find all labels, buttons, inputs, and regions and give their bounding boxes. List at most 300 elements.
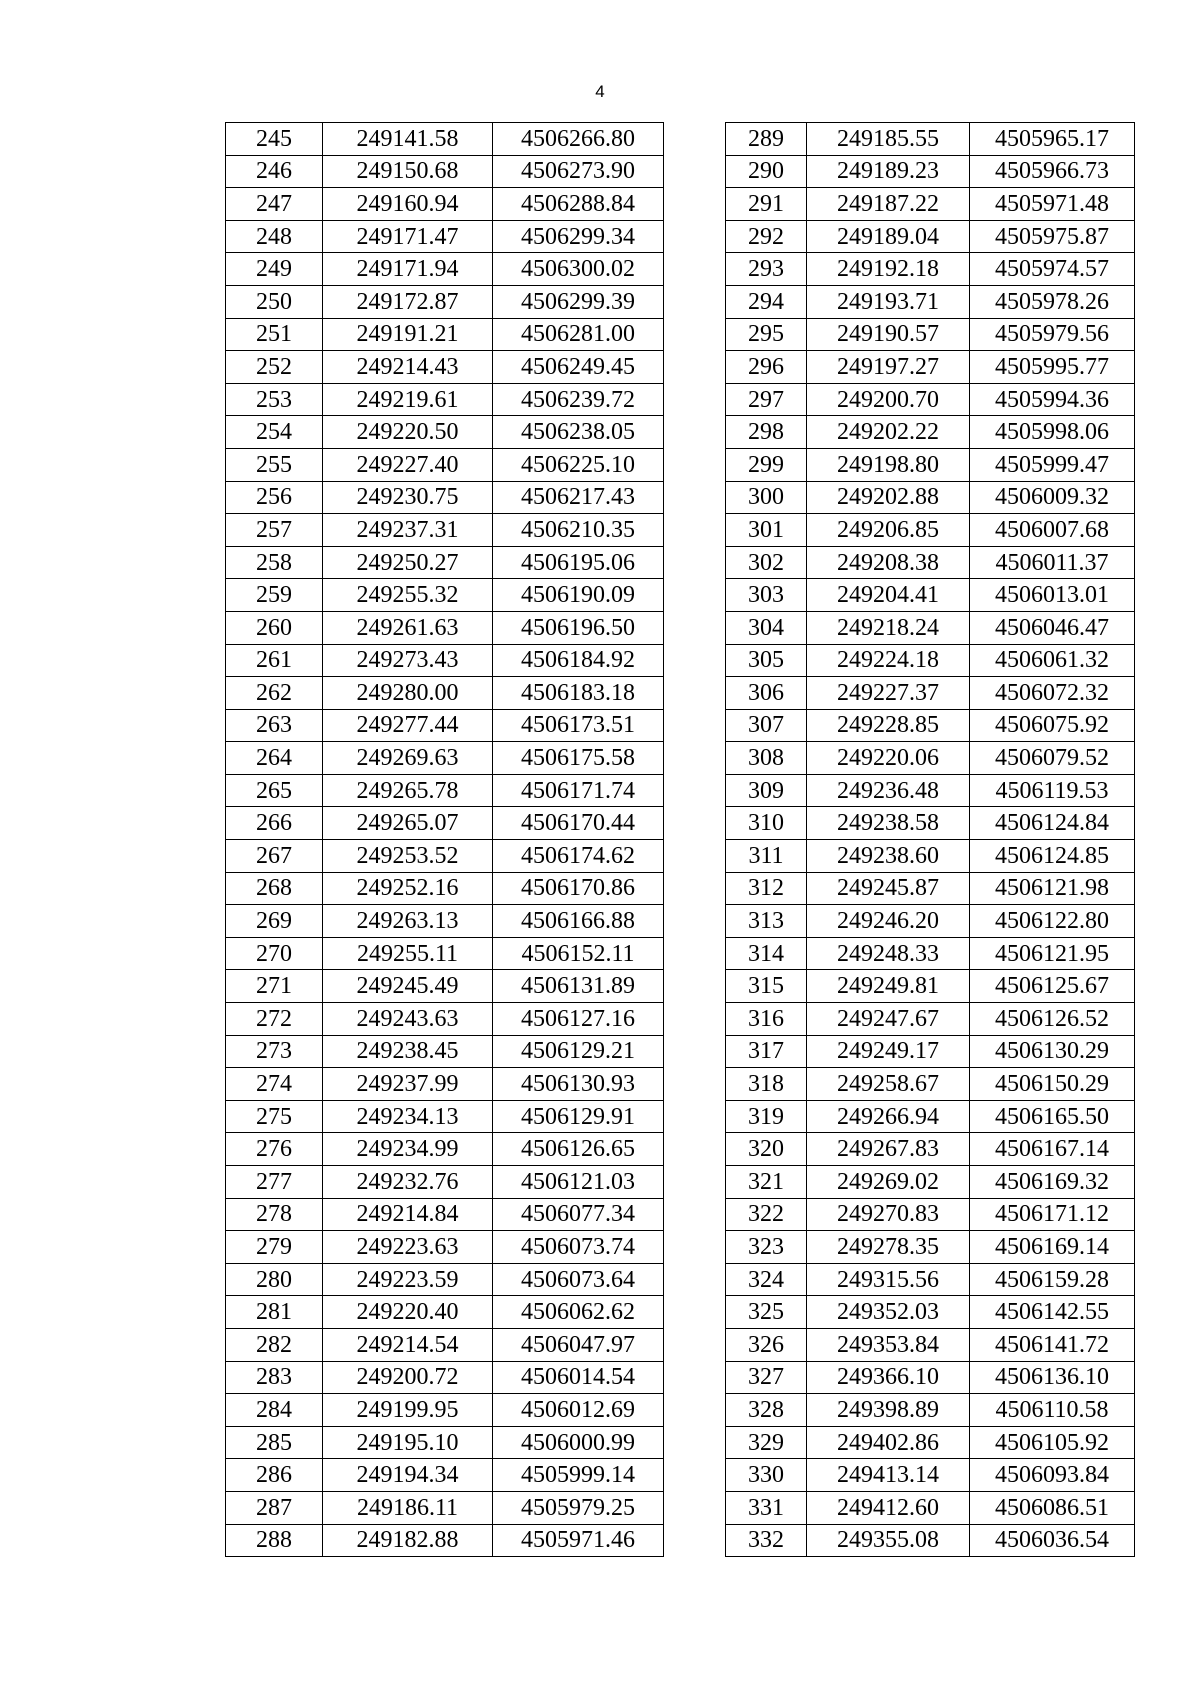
y-coordinate-cell: 4506126.52 bbox=[970, 1003, 1135, 1036]
table-row bbox=[226, 970, 664, 1003]
table-row bbox=[726, 1296, 1135, 1329]
table-row bbox=[726, 1524, 1135, 1557]
x-coordinate-cell: 249220.50 bbox=[323, 416, 493, 449]
point-number-cell: 296 bbox=[726, 351, 807, 384]
x-coordinate-cell: 249171.47 bbox=[323, 220, 493, 253]
y-coordinate-cell: 4505965.17 bbox=[970, 123, 1135, 156]
y-coordinate-cell: 4506225.10 bbox=[493, 448, 664, 481]
x-coordinate-cell: 249249.17 bbox=[807, 1035, 970, 1068]
table-row bbox=[726, 1459, 1135, 1492]
point-number-cell: 301 bbox=[726, 514, 807, 547]
x-coordinate-cell: 249243.63 bbox=[323, 1003, 493, 1036]
y-coordinate-cell: 4506300.02 bbox=[493, 253, 664, 286]
point-number-cell: 248 bbox=[226, 220, 323, 253]
table-row bbox=[726, 742, 1135, 775]
point-number-cell: 300 bbox=[726, 481, 807, 514]
point-number-cell: 307 bbox=[726, 709, 807, 742]
x-coordinate-cell: 249261.63 bbox=[323, 611, 493, 644]
table-row bbox=[226, 742, 664, 775]
point-number-cell: 319 bbox=[726, 1100, 807, 1133]
x-coordinate-cell: 249238.58 bbox=[807, 807, 970, 840]
y-coordinate-cell: 4506086.51 bbox=[970, 1491, 1135, 1524]
x-coordinate-cell: 249195.10 bbox=[323, 1426, 493, 1459]
point-number-cell: 269 bbox=[226, 905, 323, 938]
table-row bbox=[726, 220, 1135, 253]
table-row bbox=[726, 677, 1135, 710]
x-coordinate-cell: 249171.94 bbox=[323, 253, 493, 286]
x-coordinate-cell: 249202.88 bbox=[807, 481, 970, 514]
table-row bbox=[226, 611, 664, 644]
y-coordinate-cell: 4506075.92 bbox=[970, 709, 1135, 742]
y-coordinate-cell: 4506159.28 bbox=[970, 1263, 1135, 1296]
table-row bbox=[726, 514, 1135, 547]
point-number-cell: 271 bbox=[226, 970, 323, 1003]
x-coordinate-cell: 249234.99 bbox=[323, 1133, 493, 1166]
point-number-cell: 290 bbox=[726, 155, 807, 188]
table-row bbox=[726, 840, 1135, 873]
table-row bbox=[226, 1003, 664, 1036]
x-coordinate-cell: 249160.94 bbox=[323, 188, 493, 221]
point-number-cell: 247 bbox=[226, 188, 323, 221]
x-coordinate-cell: 249402.86 bbox=[807, 1426, 970, 1459]
table-row bbox=[226, 253, 664, 286]
table-row bbox=[726, 123, 1135, 156]
y-coordinate-cell: 4506131.89 bbox=[493, 970, 664, 1003]
y-coordinate-cell: 4506183.18 bbox=[493, 677, 664, 710]
x-coordinate-cell: 249189.04 bbox=[807, 220, 970, 253]
point-number-cell: 330 bbox=[726, 1459, 807, 1492]
table-row bbox=[726, 1003, 1135, 1036]
table-row bbox=[226, 872, 664, 905]
y-coordinate-cell: 4506012.69 bbox=[493, 1394, 664, 1427]
y-coordinate-cell: 4506171.12 bbox=[970, 1198, 1135, 1231]
x-coordinate-cell: 249315.56 bbox=[807, 1263, 970, 1296]
point-number-cell: 268 bbox=[226, 872, 323, 905]
point-number-cell: 332 bbox=[726, 1524, 807, 1557]
y-coordinate-cell: 4505978.26 bbox=[970, 285, 1135, 318]
y-coordinate-cell: 4506190.09 bbox=[493, 579, 664, 612]
x-coordinate-cell: 249208.38 bbox=[807, 546, 970, 579]
x-coordinate-cell: 249258.67 bbox=[807, 1068, 970, 1101]
point-number-cell: 311 bbox=[726, 840, 807, 873]
table-row bbox=[226, 1198, 664, 1231]
point-number-cell: 246 bbox=[226, 155, 323, 188]
table-row bbox=[726, 416, 1135, 449]
y-coordinate-cell: 4506093.84 bbox=[970, 1459, 1135, 1492]
y-coordinate-cell: 4506249.45 bbox=[493, 351, 664, 384]
x-coordinate-cell: 249230.75 bbox=[323, 481, 493, 514]
point-number-cell: 259 bbox=[226, 579, 323, 612]
x-coordinate-cell: 249150.68 bbox=[323, 155, 493, 188]
table-row bbox=[226, 220, 664, 253]
point-number-cell: 258 bbox=[226, 546, 323, 579]
x-coordinate-cell: 249255.11 bbox=[323, 937, 493, 970]
x-coordinate-cell: 249245.49 bbox=[323, 970, 493, 1003]
point-number-cell: 288 bbox=[226, 1524, 323, 1557]
y-coordinate-cell: 4505999.47 bbox=[970, 448, 1135, 481]
table-row bbox=[226, 188, 664, 221]
point-number-cell: 265 bbox=[226, 774, 323, 807]
table-row bbox=[226, 579, 664, 612]
y-coordinate-cell: 4506073.74 bbox=[493, 1231, 664, 1264]
y-coordinate-cell: 4506127.16 bbox=[493, 1003, 664, 1036]
x-coordinate-cell: 249199.95 bbox=[323, 1394, 493, 1427]
table-row bbox=[726, 188, 1135, 221]
x-coordinate-cell: 249245.87 bbox=[807, 872, 970, 905]
y-coordinate-cell: 4506238.05 bbox=[493, 416, 664, 449]
x-coordinate-cell: 249248.33 bbox=[807, 937, 970, 970]
x-coordinate-cell: 249214.84 bbox=[323, 1198, 493, 1231]
x-coordinate-cell: 249202.22 bbox=[807, 416, 970, 449]
y-coordinate-cell: 4506210.35 bbox=[493, 514, 664, 547]
table-row bbox=[226, 1459, 664, 1492]
table-row bbox=[726, 253, 1135, 286]
point-number-cell: 274 bbox=[226, 1068, 323, 1101]
x-coordinate-cell: 249218.24 bbox=[807, 611, 970, 644]
point-number-cell: 318 bbox=[726, 1068, 807, 1101]
x-coordinate-cell: 249198.80 bbox=[807, 448, 970, 481]
table-row bbox=[726, 155, 1135, 188]
x-coordinate-cell: 249249.81 bbox=[807, 970, 970, 1003]
y-coordinate-cell: 4506124.84 bbox=[970, 807, 1135, 840]
point-number-cell: 254 bbox=[226, 416, 323, 449]
point-number-cell: 316 bbox=[726, 1003, 807, 1036]
point-number-cell: 286 bbox=[226, 1459, 323, 1492]
table-row bbox=[226, 285, 664, 318]
x-coordinate-cell: 249278.35 bbox=[807, 1231, 970, 1264]
x-coordinate-cell: 249190.57 bbox=[807, 318, 970, 351]
point-number-cell: 298 bbox=[726, 416, 807, 449]
table-row bbox=[226, 1133, 664, 1166]
x-coordinate-cell: 249172.87 bbox=[323, 285, 493, 318]
table-row bbox=[726, 1263, 1135, 1296]
point-number-cell: 315 bbox=[726, 970, 807, 1003]
y-coordinate-cell: 4506129.91 bbox=[493, 1100, 664, 1133]
x-coordinate-cell: 249223.59 bbox=[323, 1263, 493, 1296]
y-coordinate-cell: 4506009.32 bbox=[970, 481, 1135, 514]
x-coordinate-cell: 249236.48 bbox=[807, 774, 970, 807]
point-number-cell: 293 bbox=[726, 253, 807, 286]
y-coordinate-cell: 4506195.06 bbox=[493, 546, 664, 579]
point-number-cell: 303 bbox=[726, 579, 807, 612]
table-row bbox=[726, 1328, 1135, 1361]
y-coordinate-cell: 4505994.36 bbox=[970, 383, 1135, 416]
y-coordinate-cell: 4506077.34 bbox=[493, 1198, 664, 1231]
y-coordinate-cell: 4506072.32 bbox=[970, 677, 1135, 710]
point-number-cell: 275 bbox=[226, 1100, 323, 1133]
table-row bbox=[726, 1361, 1135, 1394]
x-coordinate-cell: 249234.13 bbox=[323, 1100, 493, 1133]
y-coordinate-cell: 4506167.14 bbox=[970, 1133, 1135, 1166]
y-coordinate-cell: 4506170.44 bbox=[493, 807, 664, 840]
point-number-cell: 252 bbox=[226, 351, 323, 384]
x-coordinate-cell: 249192.18 bbox=[807, 253, 970, 286]
y-coordinate-cell: 4505998.06 bbox=[970, 416, 1135, 449]
x-coordinate-cell: 249273.43 bbox=[323, 644, 493, 677]
point-number-cell: 291 bbox=[726, 188, 807, 221]
point-number-cell: 280 bbox=[226, 1263, 323, 1296]
table-row bbox=[226, 1426, 664, 1459]
y-coordinate-cell: 4506013.01 bbox=[970, 579, 1135, 612]
point-number-cell: 277 bbox=[226, 1166, 323, 1199]
table-row bbox=[726, 1491, 1135, 1524]
table-row bbox=[726, 546, 1135, 579]
table-row bbox=[726, 905, 1135, 938]
y-coordinate-cell: 4505999.14 bbox=[493, 1459, 664, 1492]
y-coordinate-cell: 4505979.25 bbox=[493, 1491, 664, 1524]
x-coordinate-cell: 249220.06 bbox=[807, 742, 970, 775]
page-number: 4 bbox=[595, 82, 605, 101]
point-number-cell: 251 bbox=[226, 318, 323, 351]
x-coordinate-cell: 249238.45 bbox=[323, 1035, 493, 1068]
point-number-cell: 321 bbox=[726, 1166, 807, 1199]
table-row bbox=[726, 1198, 1135, 1231]
y-coordinate-cell: 4506165.50 bbox=[970, 1100, 1135, 1133]
point-number-cell: 256 bbox=[226, 481, 323, 514]
y-coordinate-cell: 4506061.32 bbox=[970, 644, 1135, 677]
y-coordinate-cell: 4505966.73 bbox=[970, 155, 1135, 188]
table-row bbox=[226, 1524, 664, 1557]
point-number-cell: 313 bbox=[726, 905, 807, 938]
x-coordinate-cell: 249246.20 bbox=[807, 905, 970, 938]
y-coordinate-cell: 4506126.65 bbox=[493, 1133, 664, 1166]
x-coordinate-cell: 249269.02 bbox=[807, 1166, 970, 1199]
y-coordinate-cell: 4506173.51 bbox=[493, 709, 664, 742]
point-number-cell: 285 bbox=[226, 1426, 323, 1459]
y-coordinate-cell: 4506169.32 bbox=[970, 1166, 1135, 1199]
x-coordinate-cell: 249224.18 bbox=[807, 644, 970, 677]
table-row bbox=[726, 807, 1135, 840]
point-number-cell: 249 bbox=[226, 253, 323, 286]
point-number-cell: 262 bbox=[226, 677, 323, 710]
y-coordinate-cell: 4506036.54 bbox=[970, 1524, 1135, 1557]
table-row bbox=[726, 481, 1135, 514]
point-number-cell: 320 bbox=[726, 1133, 807, 1166]
table-row bbox=[726, 318, 1135, 351]
y-coordinate-cell: 4506141.72 bbox=[970, 1328, 1135, 1361]
table-row bbox=[226, 383, 664, 416]
table-row bbox=[726, 351, 1135, 384]
y-coordinate-cell: 4506119.53 bbox=[970, 774, 1135, 807]
point-number-cell: 329 bbox=[726, 1426, 807, 1459]
table-row bbox=[726, 1166, 1135, 1199]
x-coordinate-cell: 249265.07 bbox=[323, 807, 493, 840]
y-coordinate-cell: 4506266.80 bbox=[493, 123, 664, 156]
point-number-cell: 276 bbox=[226, 1133, 323, 1166]
y-coordinate-cell: 4506073.64 bbox=[493, 1263, 664, 1296]
table-row bbox=[726, 937, 1135, 970]
y-coordinate-cell: 4505975.87 bbox=[970, 220, 1135, 253]
x-coordinate-cell: 249186.11 bbox=[323, 1491, 493, 1524]
table-row bbox=[226, 1166, 664, 1199]
point-number-cell: 287 bbox=[226, 1491, 323, 1524]
table-row bbox=[726, 285, 1135, 318]
y-coordinate-cell: 4506079.52 bbox=[970, 742, 1135, 775]
table-row bbox=[226, 1361, 664, 1394]
y-coordinate-cell: 4505971.46 bbox=[493, 1524, 664, 1557]
table-row bbox=[226, 905, 664, 938]
y-coordinate-cell: 4506169.14 bbox=[970, 1231, 1135, 1264]
table-row bbox=[226, 1296, 664, 1329]
y-coordinate-cell: 4506281.00 bbox=[493, 318, 664, 351]
x-coordinate-cell: 249237.99 bbox=[323, 1068, 493, 1101]
y-coordinate-cell: 4506007.68 bbox=[970, 514, 1135, 547]
y-coordinate-cell: 4506121.95 bbox=[970, 937, 1135, 970]
table-row bbox=[726, 774, 1135, 807]
x-coordinate-cell: 249197.27 bbox=[807, 351, 970, 384]
x-coordinate-cell: 249182.88 bbox=[323, 1524, 493, 1557]
point-number-cell: 294 bbox=[726, 285, 807, 318]
point-number-cell: 322 bbox=[726, 1198, 807, 1231]
table-row bbox=[226, 709, 664, 742]
x-coordinate-cell: 249366.10 bbox=[807, 1361, 970, 1394]
x-coordinate-cell: 249413.14 bbox=[807, 1459, 970, 1492]
x-coordinate-cell: 249269.63 bbox=[323, 742, 493, 775]
y-coordinate-cell: 4506105.92 bbox=[970, 1426, 1135, 1459]
y-coordinate-cell: 4506171.74 bbox=[493, 774, 664, 807]
x-coordinate-cell: 249270.83 bbox=[807, 1198, 970, 1231]
point-number-cell: 266 bbox=[226, 807, 323, 840]
y-coordinate-cell: 4505979.56 bbox=[970, 318, 1135, 351]
x-coordinate-cell: 249219.61 bbox=[323, 383, 493, 416]
y-coordinate-cell: 4506124.85 bbox=[970, 840, 1135, 873]
table-row bbox=[726, 644, 1135, 677]
y-coordinate-cell: 4506273.90 bbox=[493, 155, 664, 188]
table-row bbox=[226, 1035, 664, 1068]
y-coordinate-cell: 4506184.92 bbox=[493, 644, 664, 677]
y-coordinate-cell: 4506011.37 bbox=[970, 546, 1135, 579]
table-row bbox=[226, 774, 664, 807]
y-coordinate-cell: 4505995.77 bbox=[970, 351, 1135, 384]
y-coordinate-cell: 4506174.62 bbox=[493, 840, 664, 873]
y-coordinate-cell: 4506062.62 bbox=[493, 1296, 664, 1329]
point-number-cell: 317 bbox=[726, 1035, 807, 1068]
table-row bbox=[726, 383, 1135, 416]
y-coordinate-cell: 4506047.97 bbox=[493, 1328, 664, 1361]
x-coordinate-cell: 249238.60 bbox=[807, 840, 970, 873]
x-coordinate-cell: 249214.43 bbox=[323, 351, 493, 384]
table-row bbox=[226, 416, 664, 449]
y-coordinate-cell: 4506175.58 bbox=[493, 742, 664, 775]
point-number-cell: 326 bbox=[726, 1328, 807, 1361]
x-coordinate-cell: 249206.85 bbox=[807, 514, 970, 547]
x-coordinate-cell: 249252.16 bbox=[323, 872, 493, 905]
table-row bbox=[226, 1231, 664, 1264]
table-row bbox=[726, 611, 1135, 644]
y-coordinate-cell: 4506196.50 bbox=[493, 611, 664, 644]
x-coordinate-cell: 249185.55 bbox=[807, 123, 970, 156]
y-coordinate-cell: 4506121.03 bbox=[493, 1166, 664, 1199]
x-coordinate-cell: 249223.63 bbox=[323, 1231, 493, 1264]
table-row bbox=[226, 677, 664, 710]
y-coordinate-cell: 4505971.48 bbox=[970, 188, 1135, 221]
x-coordinate-cell: 249255.32 bbox=[323, 579, 493, 612]
x-coordinate-cell: 249220.40 bbox=[323, 1296, 493, 1329]
table-row bbox=[726, 1100, 1135, 1133]
table-row bbox=[226, 937, 664, 970]
y-coordinate-cell: 4506150.29 bbox=[970, 1068, 1135, 1101]
x-coordinate-cell: 249412.60 bbox=[807, 1491, 970, 1524]
table-row bbox=[726, 1231, 1135, 1264]
x-coordinate-cell: 249253.52 bbox=[323, 840, 493, 873]
x-coordinate-cell: 249194.34 bbox=[323, 1459, 493, 1492]
point-number-cell: 264 bbox=[226, 742, 323, 775]
y-coordinate-cell: 4506217.43 bbox=[493, 481, 664, 514]
x-coordinate-cell: 249193.71 bbox=[807, 285, 970, 318]
table-row bbox=[226, 351, 664, 384]
point-number-cell: 273 bbox=[226, 1035, 323, 1068]
table-row bbox=[726, 448, 1135, 481]
table-row bbox=[226, 1263, 664, 1296]
x-coordinate-cell: 249266.94 bbox=[807, 1100, 970, 1133]
coordinates-table-right bbox=[725, 122, 1135, 1557]
point-number-cell: 323 bbox=[726, 1231, 807, 1264]
table-row bbox=[226, 644, 664, 677]
point-number-cell: 245 bbox=[226, 123, 323, 156]
x-coordinate-cell: 249352.03 bbox=[807, 1296, 970, 1329]
x-coordinate-cell: 249214.54 bbox=[323, 1328, 493, 1361]
table-row bbox=[226, 1068, 664, 1101]
x-coordinate-cell: 249200.70 bbox=[807, 383, 970, 416]
x-coordinate-cell: 249189.23 bbox=[807, 155, 970, 188]
point-number-cell: 278 bbox=[226, 1198, 323, 1231]
x-coordinate-cell: 249355.08 bbox=[807, 1524, 970, 1557]
table-row bbox=[226, 546, 664, 579]
table-row bbox=[226, 1394, 664, 1427]
point-number-cell: 331 bbox=[726, 1491, 807, 1524]
table-row bbox=[726, 1394, 1135, 1427]
point-number-cell: 261 bbox=[226, 644, 323, 677]
table-row bbox=[726, 579, 1135, 612]
x-coordinate-cell: 249204.41 bbox=[807, 579, 970, 612]
point-number-cell: 328 bbox=[726, 1394, 807, 1427]
point-number-cell: 267 bbox=[226, 840, 323, 873]
y-coordinate-cell: 4506299.39 bbox=[493, 285, 664, 318]
y-coordinate-cell: 4506046.47 bbox=[970, 611, 1135, 644]
table-row bbox=[726, 1133, 1135, 1166]
table-row bbox=[726, 1426, 1135, 1459]
y-coordinate-cell: 4506239.72 bbox=[493, 383, 664, 416]
y-coordinate-cell: 4506125.67 bbox=[970, 970, 1135, 1003]
point-number-cell: 281 bbox=[226, 1296, 323, 1329]
table-row bbox=[226, 840, 664, 873]
x-coordinate-cell: 249187.22 bbox=[807, 188, 970, 221]
x-coordinate-cell: 249263.13 bbox=[323, 905, 493, 938]
point-number-cell: 302 bbox=[726, 546, 807, 579]
point-number-cell: 282 bbox=[226, 1328, 323, 1361]
x-coordinate-cell: 249247.67 bbox=[807, 1003, 970, 1036]
table-row bbox=[226, 481, 664, 514]
point-number-cell: 314 bbox=[726, 937, 807, 970]
table-row bbox=[226, 807, 664, 840]
point-number-cell: 260 bbox=[226, 611, 323, 644]
table-row bbox=[226, 155, 664, 188]
point-number-cell: 324 bbox=[726, 1263, 807, 1296]
y-coordinate-cell: 4506129.21 bbox=[493, 1035, 664, 1068]
x-coordinate-cell: 249232.76 bbox=[323, 1166, 493, 1199]
point-number-cell: 309 bbox=[726, 774, 807, 807]
y-coordinate-cell: 4506000.99 bbox=[493, 1426, 664, 1459]
point-number-cell: 270 bbox=[226, 937, 323, 970]
coordinates-table-left bbox=[225, 122, 664, 1557]
x-coordinate-cell: 249250.27 bbox=[323, 546, 493, 579]
x-coordinate-cell: 249237.31 bbox=[323, 514, 493, 547]
y-coordinate-cell: 4505974.57 bbox=[970, 253, 1135, 286]
table-row bbox=[726, 970, 1135, 1003]
y-coordinate-cell: 4506170.86 bbox=[493, 872, 664, 905]
x-coordinate-cell: 249277.44 bbox=[323, 709, 493, 742]
x-coordinate-cell: 249227.37 bbox=[807, 677, 970, 710]
